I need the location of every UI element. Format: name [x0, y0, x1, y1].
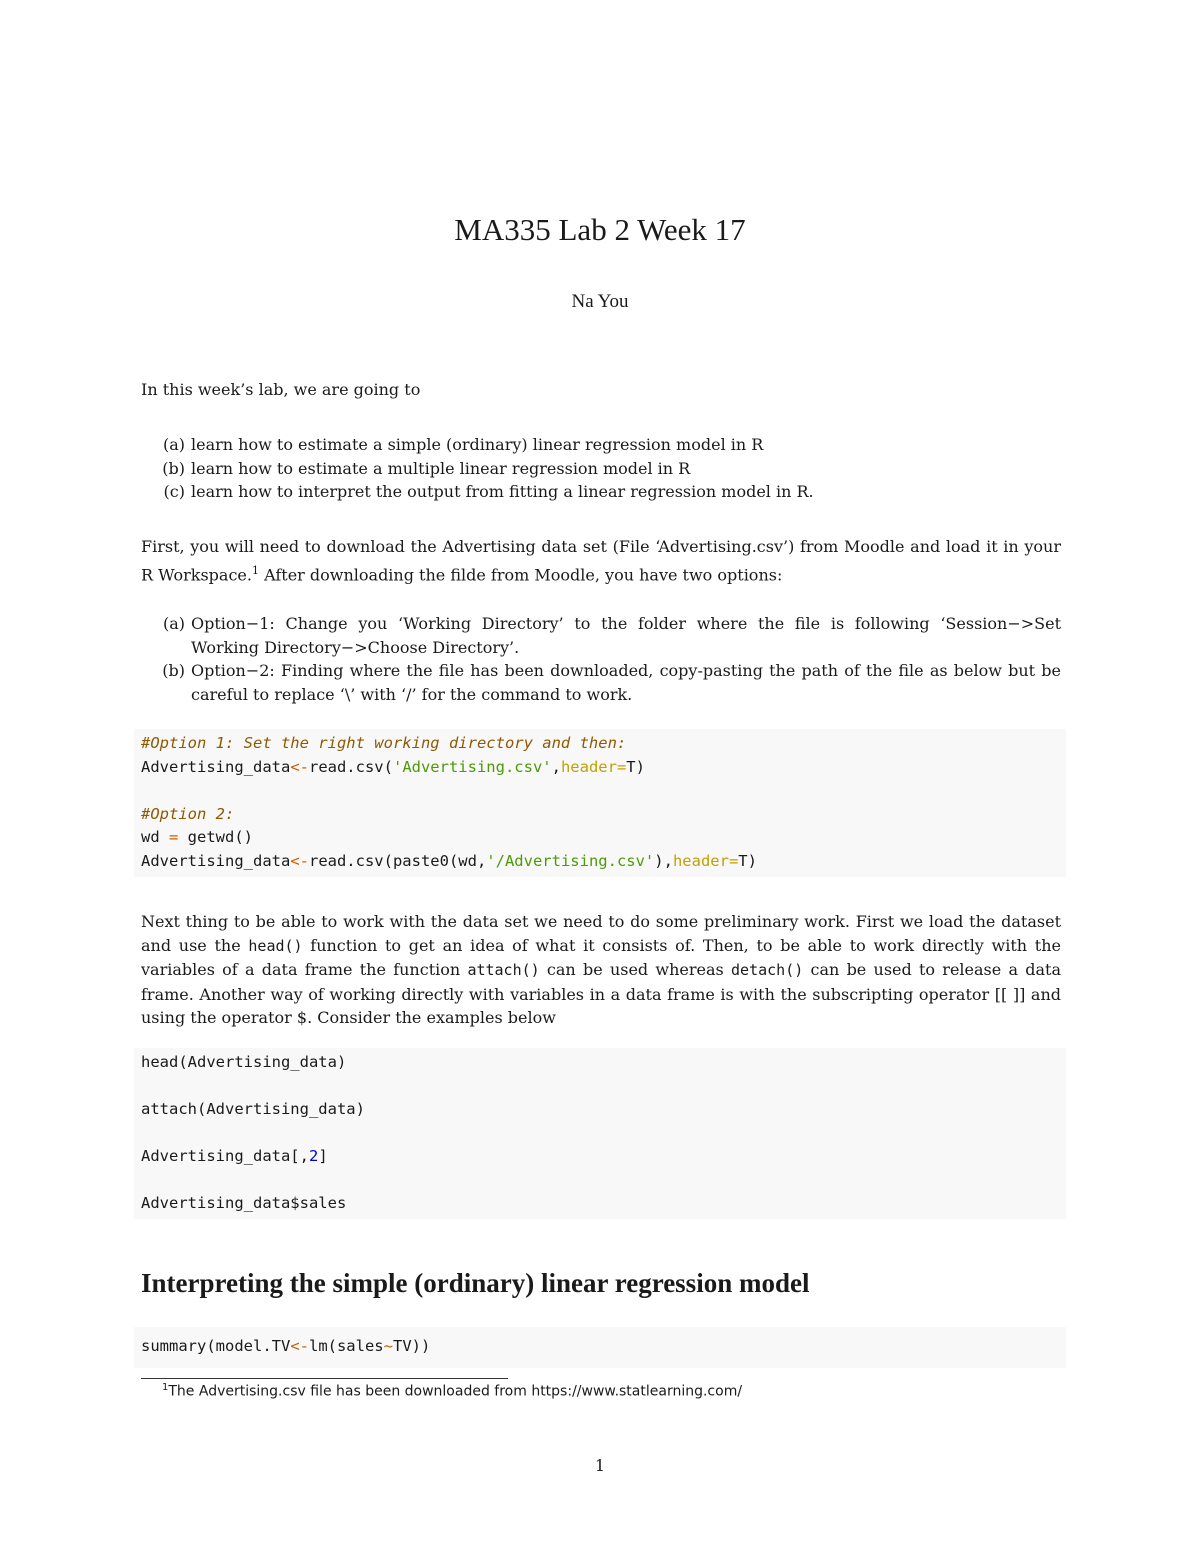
section-heading: Interpreting the simple (ordinary) linear regression model [141, 1268, 810, 1298]
inline-code-detach: detach() [731, 961, 804, 979]
footnote-divider [141, 1378, 508, 1379]
list-item: (c) learn how to interpret the output from fitting a linear regression model in R. [163, 482, 814, 501]
preliminary-work-paragraph: Next thing to be able to work with the data set we need to do some preliminary work. First we load the dataset and use the head() function to get an idea of what it consists of. Then, to be able to work directly with the variables of a data frame the function attach() can be used whereas detach() can be used to release a data frame. Another way of working directly with variables in a data frame is with the subscripting operator [[ ]] and using the operator $. Consider the examples below [141, 912, 1062, 1027]
download-paragraph: First, you will need to download the Advertising data set (File ‘Advertising.csv’) from Moodle and load it in your R Workspace.$^1$ After downloading the filde from Moodle, you have two options: [141, 537, 1061, 584]
list-item: (b) Option−2: Finding where the file has been downloaded, copy-pasting the path of the file as below but be careful to replace ‘\’ with ‘/’ for the command to work. [162, 661, 1061, 704]
author-name: Na You [571, 291, 629, 312]
options-list [141, 612, 1061, 706]
footnote-reference: 1 [251, 563, 259, 577]
page-number: 1 [594, 1456, 606, 1475]
list-item: (a) Option−1: Change you ‘Working Directory’ to the folder where the file is following ‘Session−>Set Working Directory−>Choose Directory’. [162, 614, 1061, 657]
inline-code-attach: attach() [467, 961, 540, 979]
inline-code-head: head() [248, 936, 303, 955]
document-title: MA335 Lab 2 Week 17 [454, 212, 746, 247]
code-block-summary: summary(model.TV<-lm(sales~TV)) [134, 1327, 1066, 1368]
goals-list [141, 433, 1061, 504]
code-block-examples: head(Advertising_data) attach(Advertising_data) Advertising_data[,2] Advertising_data$sales [134, 1048, 1066, 1219]
list-item: (b) learn how to estimate a multiple linear regression model in R [162, 458, 691, 478]
list-item: (a) learn how to estimate a simple (ordinary) linear regression model in R [162, 435, 764, 454]
footnote: $^1$The Advertising.csv file has been downloaded from https://www.statlearning.com/ [162, 1382, 743, 1400]
code-block-load-data: #Option 1: Set the right working directory and then: Advertising_data<-read.csv('Advertising.csv',header=T) #Option 2: wd = getwd() Advertising_data<-read.csv(paste0(wd,'/Advertising.csv'),header=T) [134, 729, 1066, 877]
intro-paragraph: In this week’s lab, we are going to [141, 380, 421, 399]
